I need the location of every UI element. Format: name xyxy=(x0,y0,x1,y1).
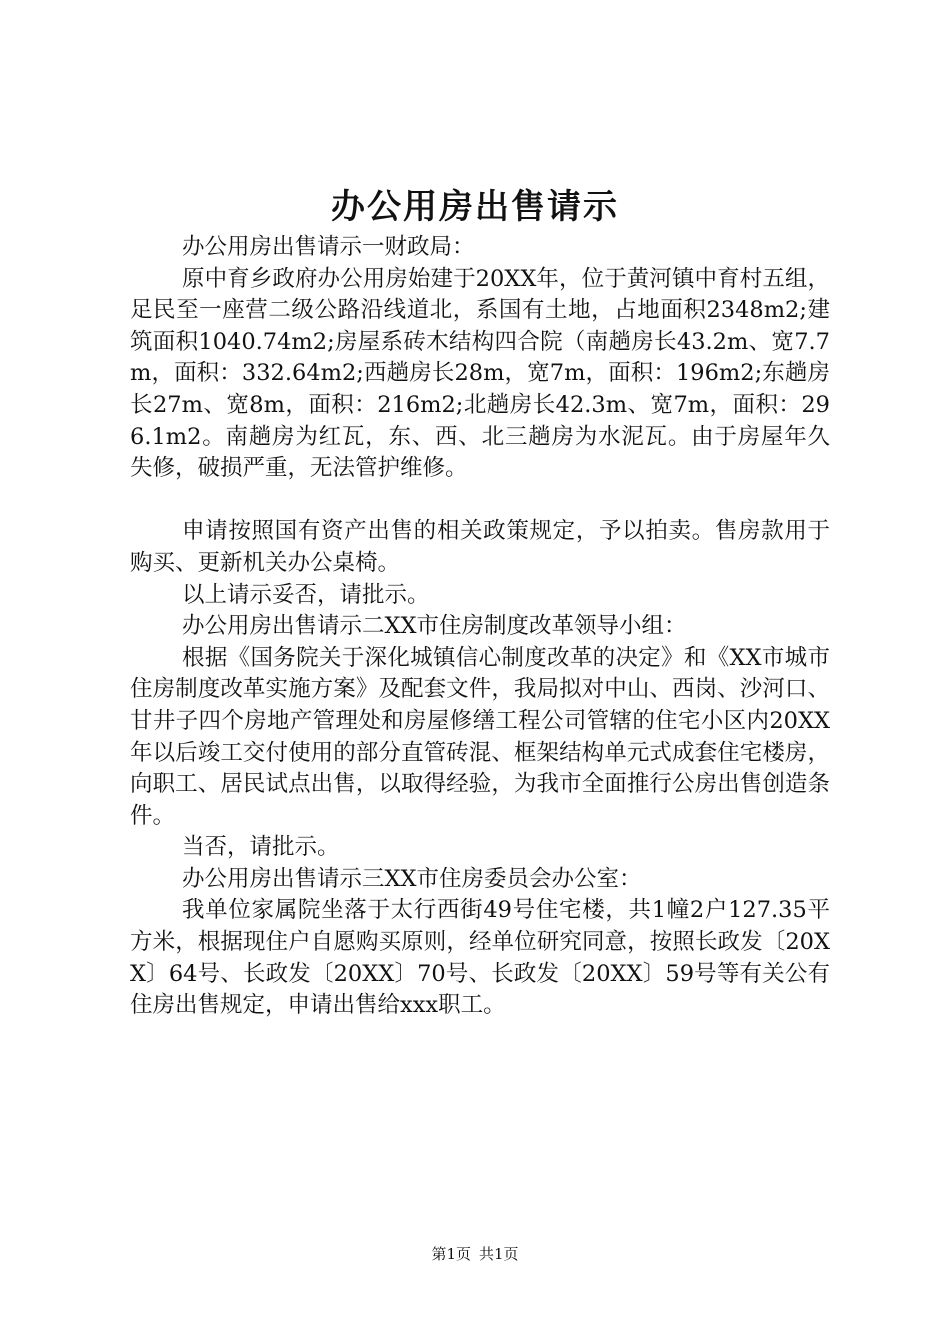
page-total: 共1页 xyxy=(479,1245,519,1263)
paragraph-request-two-heading: 办公用房出售请示二XX市住房制度改革领导小组： xyxy=(182,613,687,640)
paragraph-property-description: 原中育乡政府办公用房始建于20XX年，位于黄河镇中育村五组，足民至一座营二级公路沿线道北，系国有土地，占地面积2348m2;建筑面积1040.74m2;房屋系砖木结构四合院（南趟房长43.2m、宽7.7m，面积：332.64m2;西趟房长28m，宽7m，面积：196m2;东趟房长27m、宽8m，面积：216m2;北趟房长42.3m、宽7m，面积：296.1m2。南趟房为红瓦，东、西、北三趟房为水泥瓦。由于房屋年久失修，破损严重，无法管护维修。 xyxy=(130,265,830,482)
paragraph-family-housing-sale: 我单位家属院坐落于太行西街49号住宅楼，共1幢2户127.35平方米，根据现住户自愿购买原则，经单位研究同意，按照长政发〔20XX〕64号、长政发〔20XX〕70号、长政发〔20XX〕59号等有关公有住房出售规定，申请出售给xxx职工。 xyxy=(130,897,830,1019)
paragraph-request-three-heading: 办公用房出售请示三XX市住房委员会办公室： xyxy=(182,865,642,892)
document-title: 办公用房出售请示 xyxy=(331,187,619,227)
page-footer xyxy=(0,1242,950,1266)
document-body xyxy=(130,232,830,1022)
paragraph-spacer xyxy=(130,485,830,517)
paragraph-approval-request-two: 当否，请批示。 xyxy=(182,834,340,861)
paragraph-housing-reform-plan: 根据《国务院关于深化城镇信心制度改革的决定》和《XX市城市住房制度改革实施方案》及配套文件，我局拟对中山、西岗、沙河口、甘井子四个房地产管理处和房屋修缮工程公司管辖的住宅小区内20XX年以后竣工交付使用的部分直管砖混、框架结构单元式成套住宅楼房，向职工、居民试点出售，以取得经验，为我市全面推行公房出售创造条件。 xyxy=(130,644,830,829)
paragraph-approval-request-one: 以上请示妥否，请批示。 xyxy=(182,581,430,608)
paragraph-request-one-heading: 办公用房出售请示一财政局： xyxy=(182,234,475,260)
page-number: 第1页 xyxy=(431,1245,471,1263)
paragraph-sale-request: 申请按照国有资产出售的相关政策规定，予以拍卖。售房款用于购买、更新机关办公桌椅。 xyxy=(130,518,830,576)
